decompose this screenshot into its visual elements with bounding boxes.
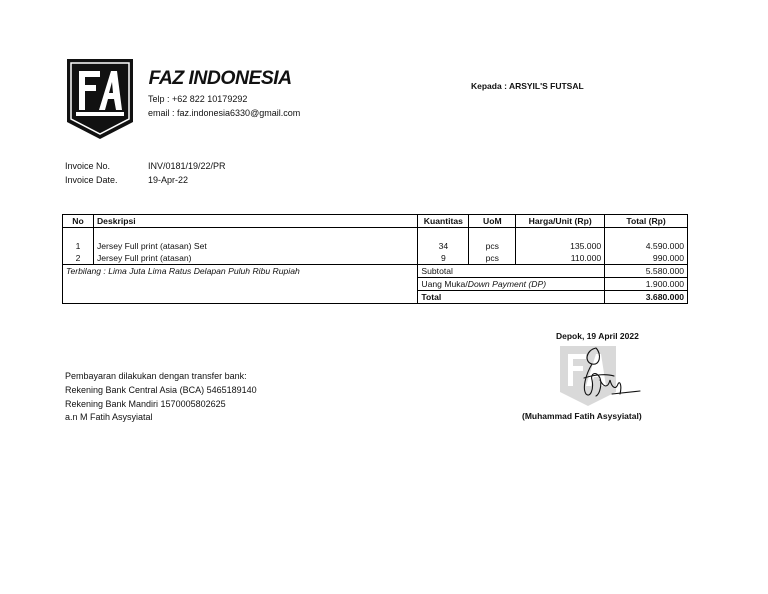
col-header-description: Deskripsi [93, 215, 417, 228]
down-payment-label-italic: Down Payment (DP) [467, 279, 547, 289]
row-uom: pcs [469, 252, 516, 265]
col-header-no: No [63, 215, 94, 228]
col-header-unit-price: Harga/Unit (Rp) [516, 215, 605, 228]
row-no: 2 [63, 252, 94, 265]
row-unit-price: 135.000 [516, 240, 605, 252]
row-total: 4.590.000 [605, 240, 688, 252]
payment-instruction: Pembayaran dilakukan dengan transfer bank: [65, 371, 247, 381]
row-unit-price: 110.000 [516, 252, 605, 265]
invoice-number-value: INV/0181/19/22/PR [148, 161, 226, 171]
invoice-date-value: 19-Apr-22 [148, 175, 189, 185]
spacer-row [63, 228, 688, 241]
place-date: Depok, 19 April 2022 [556, 331, 639, 341]
recipient: Kepada : ARSYIL'S FUTSAL [471, 81, 584, 91]
invoice-table [62, 214, 688, 304]
down-payment-label-prefix: Uang Muka/ [421, 279, 468, 289]
company-phone: Telp : +62 822 10179292 [148, 94, 248, 104]
row-total: 990.000 [605, 252, 688, 265]
faz-logo [66, 58, 134, 140]
col-header-total: Total (Rp) [605, 215, 688, 228]
company-name: FAZ INDONESIA [148, 68, 292, 89]
row-quantity: 9 [418, 252, 469, 265]
row-description: Jersey Full print (atasan) [93, 252, 417, 265]
signer-name: (Muhammad Fatih Asysyiatal) [522, 411, 642, 421]
subtotal-label: Subtotal [418, 265, 605, 278]
col-header-quantity: Kuantitas [418, 215, 469, 228]
total-label: Total [418, 291, 605, 304]
invoice-number-label: Invoice No. [65, 161, 111, 171]
account-holder: a.n M Fatih Asysyiatal [65, 412, 153, 422]
bank-account-bca: Rekening Bank Central Asia (BCA) 5465189140 [65, 385, 257, 395]
table-row [63, 240, 688, 252]
signature-stamp [556, 344, 642, 408]
subtotal-row [63, 265, 688, 278]
row-description: Jersey Full print (atasan) Set [93, 240, 417, 252]
invoice-date-label: Invoice Date. [65, 175, 118, 185]
subtotal-value: 5.580.000 [605, 265, 688, 278]
table-row [63, 252, 688, 265]
col-header-uom: UoM [469, 215, 516, 228]
row-no: 1 [63, 240, 94, 252]
down-payment-value: 1.900.000 [605, 278, 688, 291]
company-email: email : faz.indonesia6330@gmail.com [148, 108, 301, 118]
total-value: 3.680.000 [605, 291, 688, 304]
amount-in-words: Terbilang : Lima Juta Lima Ratus Delapan Puluh Ribu Rupiah [63, 265, 418, 304]
down-payment-label [418, 278, 605, 291]
bank-account-mandiri: Rekening Bank Mandiri 1570005802625 [65, 399, 226, 409]
row-quantity: 34 [418, 240, 469, 252]
table-header-row [63, 215, 688, 228]
row-uom: pcs [469, 240, 516, 252]
